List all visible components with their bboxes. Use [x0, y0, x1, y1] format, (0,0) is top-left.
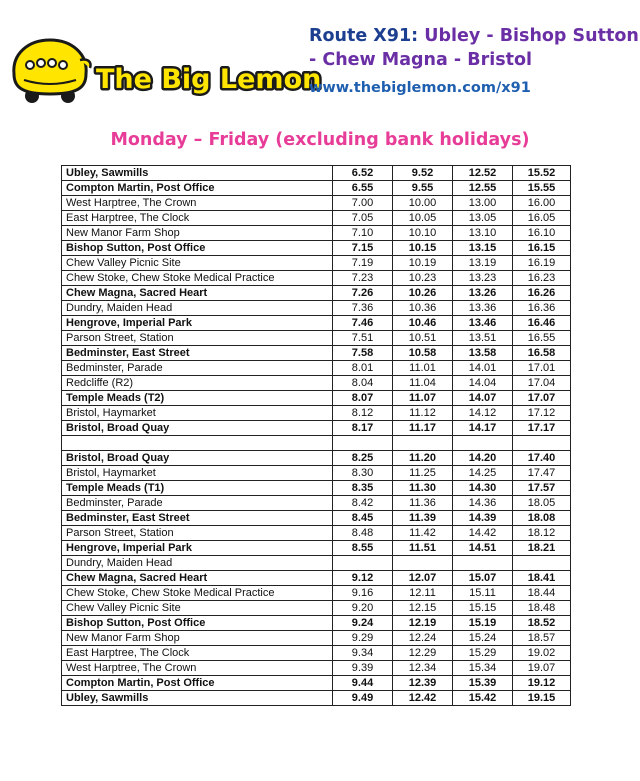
departure-time: 8.25 [333, 451, 393, 466]
departure-time: 14.20 [453, 451, 513, 466]
stop-name: Hengrove, Imperial Park [62, 316, 333, 331]
timetable-row [62, 646, 571, 661]
timetable-row [62, 601, 571, 616]
timetable-row [62, 556, 571, 571]
logo-wordmark: The Big Lemon [96, 64, 322, 95]
stop-name: Bristol, Haymarket [62, 406, 333, 421]
route-stops-line-1: Ubley - Bishop Sutton [424, 26, 639, 46]
departure-time [393, 436, 453, 451]
departure-time: 8.55 [333, 541, 393, 556]
departure-time: 16.05 [513, 211, 571, 226]
timetable-row [62, 376, 571, 391]
timetable-row [62, 511, 571, 526]
departure-time: 16.23 [513, 271, 571, 286]
timetable-row [62, 466, 571, 481]
departure-time: 15.55 [513, 181, 571, 196]
departure-time: 12.07 [393, 571, 453, 586]
departure-time: 14.51 [453, 541, 513, 556]
departure-time: 13.26 [453, 286, 513, 301]
departure-time: 19.02 [513, 646, 571, 661]
timetable-row [62, 421, 571, 436]
departure-time: 14.42 [453, 526, 513, 541]
departure-time: 9.52 [393, 166, 453, 181]
stop-name: Ubley, Sawmills [62, 166, 333, 181]
departure-time: 17.01 [513, 361, 571, 376]
departure-time: 8.12 [333, 406, 393, 421]
departure-time: 18.05 [513, 496, 571, 511]
timetable-row [62, 301, 571, 316]
departure-time: 7.46 [333, 316, 393, 331]
stop-name: Bristol, Broad Quay [62, 421, 333, 436]
departure-time: 13.05 [453, 211, 513, 226]
departure-time: 9.12 [333, 571, 393, 586]
departure-time: 12.15 [393, 601, 453, 616]
departure-time: 15.52 [513, 166, 571, 181]
departure-time: 7.00 [333, 196, 393, 211]
departure-time: 15.15 [453, 601, 513, 616]
departure-time: 17.57 [513, 481, 571, 496]
departure-time: 16.58 [513, 346, 571, 361]
departure-time: 10.10 [393, 226, 453, 241]
departure-time: 15.11 [453, 586, 513, 601]
stop-name: Compton Martin, Post Office [62, 676, 333, 691]
timetable-row [62, 391, 571, 406]
stop-name: Chew Valley Picnic Site [62, 256, 333, 271]
stop-name: East Harptree, The Clock [62, 646, 333, 661]
timetable-row [62, 271, 571, 286]
stop-name: Temple Meads (T2) [62, 391, 333, 406]
departure-time: 19.12 [513, 676, 571, 691]
stop-name: Bishop Sutton, Post Office [62, 241, 333, 256]
departure-time: 18.48 [513, 601, 571, 616]
timetable-row [62, 496, 571, 511]
timetable-row [62, 586, 571, 601]
departure-time: 12.52 [453, 166, 513, 181]
timetable-row [62, 691, 571, 706]
timetable-row [62, 211, 571, 226]
departure-time: 17.12 [513, 406, 571, 421]
departure-time: 18.57 [513, 631, 571, 646]
departure-time: 8.48 [333, 526, 393, 541]
timetable [61, 165, 571, 706]
departure-time: 15.34 [453, 661, 513, 676]
timetable-row [62, 481, 571, 496]
timetable-row [62, 406, 571, 421]
departure-time: 9.44 [333, 676, 393, 691]
timetable-row [62, 286, 571, 301]
departure-time: 14.25 [453, 466, 513, 481]
departure-time: 14.07 [453, 391, 513, 406]
stop-name: Dundry, Maiden Head [62, 301, 333, 316]
departure-time: 18.44 [513, 586, 571, 601]
stop-name: Bristol, Haymarket [62, 466, 333, 481]
departure-time: 10.26 [393, 286, 453, 301]
timetable-row [62, 346, 571, 361]
departure-time: 8.01 [333, 361, 393, 376]
departure-time: 11.25 [393, 466, 453, 481]
stop-name: East Harptree, The Clock [62, 211, 333, 226]
departure-time: 7.36 [333, 301, 393, 316]
stop-name: Chew Stoke, Chew Stoke Medical Practice [62, 271, 333, 286]
stop-name: West Harptree, The Crown [62, 196, 333, 211]
departure-time: 11.30 [393, 481, 453, 496]
departure-time: 9.29 [333, 631, 393, 646]
departure-time: 16.36 [513, 301, 571, 316]
departure-time: 12.24 [393, 631, 453, 646]
route-number: Route X91: [309, 26, 419, 46]
stop-name: Bristol, Broad Quay [62, 451, 333, 466]
timetable-row [62, 451, 571, 466]
departure-time: 10.46 [393, 316, 453, 331]
stop-name: Dundry, Maiden Head [62, 556, 333, 571]
departure-time: 16.26 [513, 286, 571, 301]
departure-time: 7.23 [333, 271, 393, 286]
departure-time: 11.12 [393, 406, 453, 421]
departure-time [513, 436, 571, 451]
departure-time: 12.19 [393, 616, 453, 631]
departure-time: 13.46 [453, 316, 513, 331]
departure-time: 14.12 [453, 406, 513, 421]
departure-time: 7.05 [333, 211, 393, 226]
departure-time: 11.04 [393, 376, 453, 391]
departure-time: 17.07 [513, 391, 571, 406]
departure-time: 8.17 [333, 421, 393, 436]
departure-time: 11.39 [393, 511, 453, 526]
departure-time: 16.10 [513, 226, 571, 241]
stop-name: Parson Street, Station [62, 331, 333, 346]
stop-name: New Manor Farm Shop [62, 631, 333, 646]
departure-time: 15.24 [453, 631, 513, 646]
stop-name: Hengrove, Imperial Park [62, 541, 333, 556]
departure-time: 12.55 [453, 181, 513, 196]
departure-time: 18.08 [513, 511, 571, 526]
timetable-row [62, 571, 571, 586]
departure-time: 9.34 [333, 646, 393, 661]
departure-time: 16.00 [513, 196, 571, 211]
departure-time: 11.36 [393, 496, 453, 511]
timetable-row [62, 361, 571, 376]
stop-name: Bishop Sutton, Post Office [62, 616, 333, 631]
departure-time: 10.15 [393, 241, 453, 256]
stop-name: Chew Magna, Sacred Heart [62, 286, 333, 301]
departure-time: 14.04 [453, 376, 513, 391]
departure-time: 12.29 [393, 646, 453, 661]
departure-time: 10.05 [393, 211, 453, 226]
timetable-row [62, 181, 571, 196]
departure-time: 6.52 [333, 166, 393, 181]
departure-time: 13.23 [453, 271, 513, 286]
stop-name: Chew Valley Picnic Site [62, 601, 333, 616]
departure-time: 7.10 [333, 226, 393, 241]
timetable-row [62, 616, 571, 631]
departure-time [333, 556, 393, 571]
departure-time: 17.47 [513, 466, 571, 481]
departure-time: 18.52 [513, 616, 571, 631]
departure-time: 9.24 [333, 616, 393, 631]
departure-time: 13.36 [453, 301, 513, 316]
departure-time: 14.30 [453, 481, 513, 496]
departure-time: 16.19 [513, 256, 571, 271]
departure-time: 11.17 [393, 421, 453, 436]
departure-time: 8.07 [333, 391, 393, 406]
departure-time [453, 436, 513, 451]
departure-time: 9.16 [333, 586, 393, 601]
timetable-row [62, 331, 571, 346]
departure-time: 13.10 [453, 226, 513, 241]
departure-time: 13.15 [453, 241, 513, 256]
departure-time: 9.55 [393, 181, 453, 196]
departure-time: 11.42 [393, 526, 453, 541]
stop-name: Bedminster, Parade [62, 361, 333, 376]
departure-time: 19.15 [513, 691, 571, 706]
timetable-row [62, 526, 571, 541]
stop-name: West Harptree, The Crown [62, 661, 333, 676]
departure-time: 15.19 [453, 616, 513, 631]
stop-name: Compton Martin, Post Office [62, 181, 333, 196]
departure-time: 10.36 [393, 301, 453, 316]
lemon-bus-icon [14, 40, 91, 103]
departure-time: 14.39 [453, 511, 513, 526]
departure-time: 8.04 [333, 376, 393, 391]
departure-time: 17.04 [513, 376, 571, 391]
departure-time [333, 436, 393, 451]
departure-time: 8.35 [333, 481, 393, 496]
stop-name: Temple Meads (T1) [62, 481, 333, 496]
departure-time: 12.34 [393, 661, 453, 676]
departure-time: 9.20 [333, 601, 393, 616]
stop-name: Bedminster, East Street [62, 511, 333, 526]
departure-time: 14.01 [453, 361, 513, 376]
stop-name: Bedminster, Parade [62, 496, 333, 511]
departure-time: 13.58 [453, 346, 513, 361]
departure-time: 19.07 [513, 661, 571, 676]
departure-time: 8.42 [333, 496, 393, 511]
departure-time: 8.45 [333, 511, 393, 526]
timetable-row [62, 166, 571, 181]
departure-time: 13.00 [453, 196, 513, 211]
timetable-row [62, 256, 571, 271]
departure-time: 11.01 [393, 361, 453, 376]
big-lemon-logo [10, 30, 322, 110]
timetable-row [62, 676, 571, 691]
stop-name [62, 436, 333, 451]
timetable-row [62, 241, 571, 256]
route-stops-line-2: - Chew Magna - Bristol [309, 50, 533, 70]
stop-name: Redcliffe (R2) [62, 376, 333, 391]
departure-time [393, 556, 453, 571]
departure-time: 10.23 [393, 271, 453, 286]
timetable-spacer-row [62, 436, 571, 451]
departure-time: 18.21 [513, 541, 571, 556]
departure-time: 12.11 [393, 586, 453, 601]
stop-name: Chew Stoke, Chew Stoke Medical Practice [62, 586, 333, 601]
departure-time: 9.39 [333, 661, 393, 676]
timetable-row [62, 316, 571, 331]
route-url-link[interactable]: www.thebiglemon.com/x91 [309, 80, 531, 96]
departure-time: 7.15 [333, 241, 393, 256]
stop-name: Parson Street, Station [62, 526, 333, 541]
departure-time: 13.51 [453, 331, 513, 346]
departure-time: 10.51 [393, 331, 453, 346]
departure-time: 14.17 [453, 421, 513, 436]
departure-time: 16.46 [513, 316, 571, 331]
departure-time: 16.15 [513, 241, 571, 256]
departure-time: 16.55 [513, 331, 571, 346]
departure-time: 17.17 [513, 421, 571, 436]
stop-name: Chew Magna, Sacred Heart [62, 571, 333, 586]
stop-name: New Manor Farm Shop [62, 226, 333, 241]
departure-time: 15.07 [453, 571, 513, 586]
departure-time: 10.00 [393, 196, 453, 211]
departure-time: 18.12 [513, 526, 571, 541]
departure-time: 7.26 [333, 286, 393, 301]
departure-time: 6.55 [333, 181, 393, 196]
departure-time: 7.19 [333, 256, 393, 271]
stop-name: Bedminster, East Street [62, 346, 333, 361]
departure-time: 11.51 [393, 541, 453, 556]
departure-time: 18.41 [513, 571, 571, 586]
departure-time: 11.20 [393, 451, 453, 466]
departure-time: 17.40 [513, 451, 571, 466]
departure-time: 10.58 [393, 346, 453, 361]
service-days-heading: Monday – Friday (excluding bank holidays) [110, 130, 530, 150]
departure-time: 10.19 [393, 256, 453, 271]
timetable-row [62, 541, 571, 556]
departure-time: 12.39 [393, 676, 453, 691]
departure-time: 11.07 [393, 391, 453, 406]
departure-time: 15.42 [453, 691, 513, 706]
departure-time: 12.42 [393, 691, 453, 706]
stop-name: Ubley, Sawmills [62, 691, 333, 706]
route-title-line-1 [309, 24, 639, 48]
departure-time: 9.49 [333, 691, 393, 706]
departure-time: 15.29 [453, 646, 513, 661]
departure-time: 15.39 [453, 676, 513, 691]
route-title [309, 24, 639, 99]
departure-time: 13.19 [453, 256, 513, 271]
departure-time [513, 556, 571, 571]
timetable-row [62, 631, 571, 646]
timetable-row [62, 196, 571, 211]
timetable-row [62, 661, 571, 676]
departure-time: 14.36 [453, 496, 513, 511]
departure-time: 7.51 [333, 331, 393, 346]
departure-time: 8.30 [333, 466, 393, 481]
timetable-row [62, 226, 571, 241]
departure-time [453, 556, 513, 571]
departure-time: 7.58 [333, 346, 393, 361]
